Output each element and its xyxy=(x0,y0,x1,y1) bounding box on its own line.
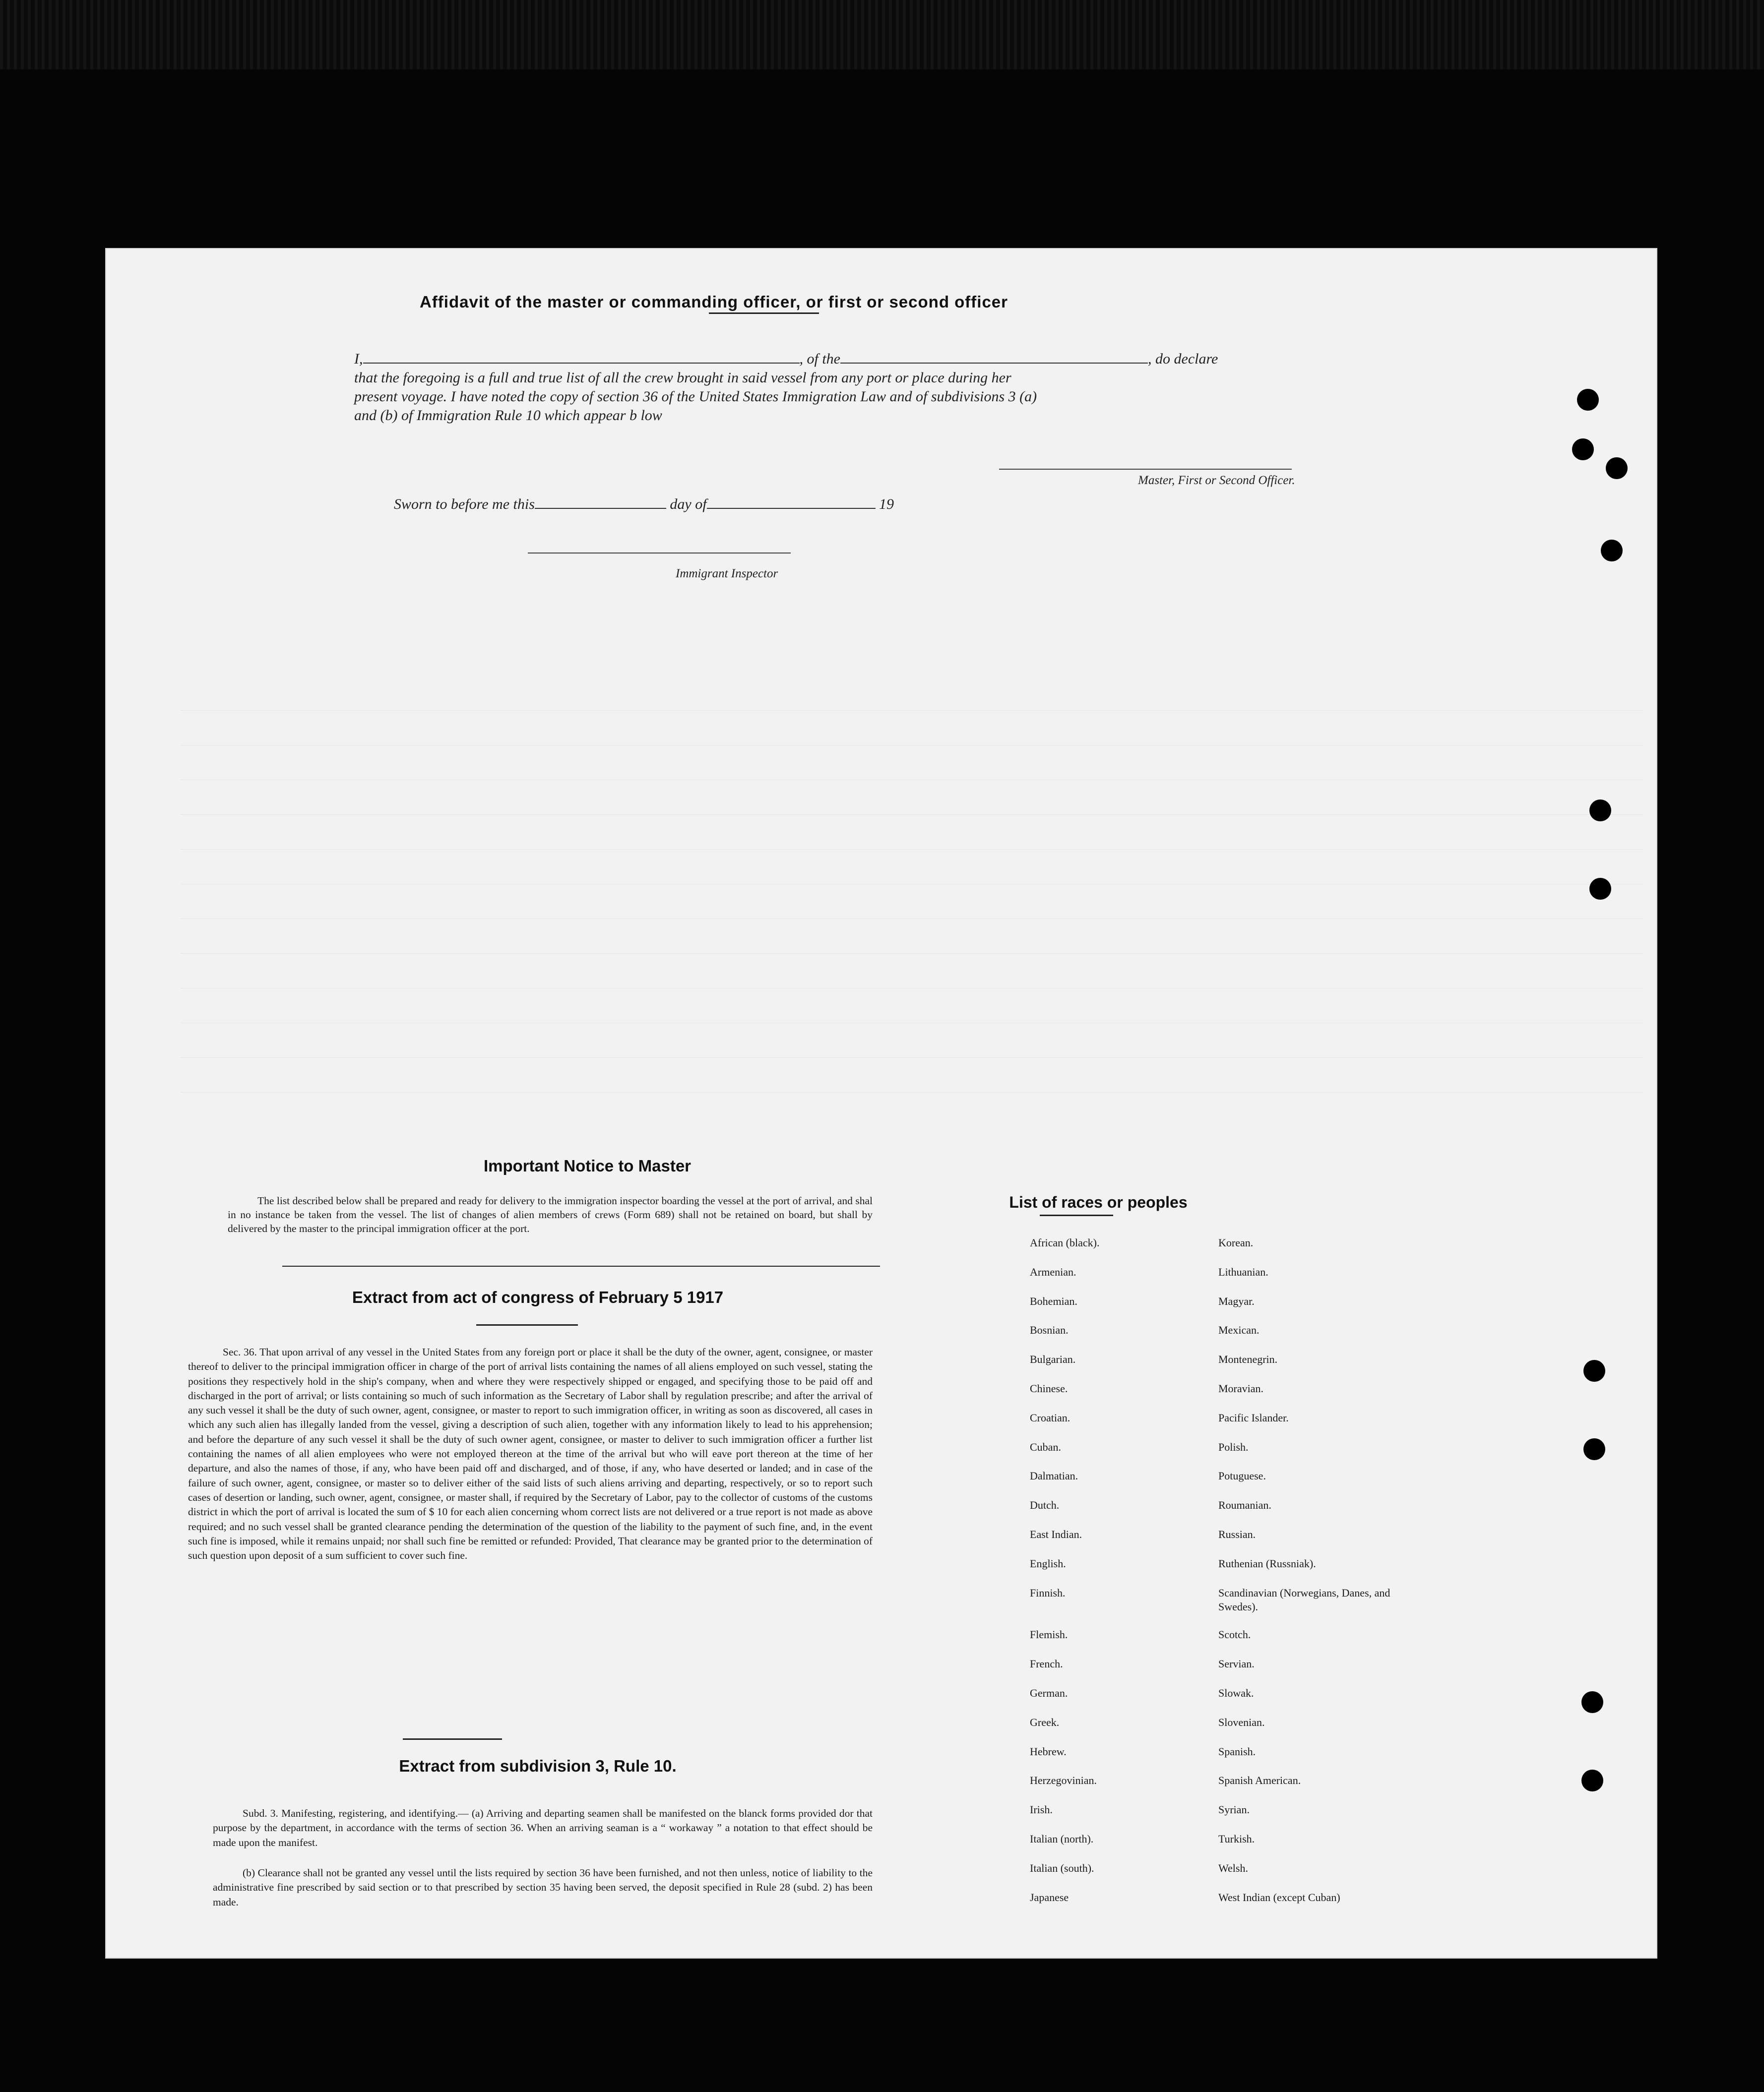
punch-hole xyxy=(1583,1360,1605,1382)
race-item: Italian (north). xyxy=(1030,1833,1094,1845)
film-top-band xyxy=(0,0,1764,69)
race-item: Scotch. xyxy=(1218,1628,1251,1641)
act-extract-title: Extract from act of congress of February 5 1917 xyxy=(352,1288,724,1306)
bleed-through-row xyxy=(181,795,1644,815)
bleed-through-row xyxy=(181,690,1644,711)
bleed-through-row xyxy=(181,1038,1644,1058)
declaration-line-4: and (b) of Immigration Rule 10 which appear b low xyxy=(354,407,662,424)
races-title-underline xyxy=(1040,1215,1113,1216)
punch-hole xyxy=(1589,800,1611,821)
rule-subdivision-a: Subd. 3. Manifesting, registering, and identifying.— (a) Arriving and departing seamen shall be manifested on the blanck forms provided dor that purpose by the department, in accordance with the terms of section 36. When an arriving seaman is a “ workaway ” a notation to that effect should be made upon the manifest. xyxy=(213,1807,873,1848)
race-item: Polish. xyxy=(1218,1441,1249,1453)
declaration-i: I, xyxy=(354,351,363,367)
race-item: Ruthenian (Russniak). xyxy=(1218,1557,1316,1570)
inspector-signature-line[interactable] xyxy=(528,553,791,554)
race-item: Magyar. xyxy=(1218,1295,1255,1307)
punch-hole xyxy=(1583,1438,1605,1460)
divider xyxy=(403,1738,502,1740)
race-item: Dutch. xyxy=(1030,1499,1060,1511)
sworn-day-of: day of xyxy=(670,496,707,512)
race-item: Montenegrin. xyxy=(1218,1353,1278,1365)
race-item: Russian. xyxy=(1218,1528,1256,1540)
race-item: Italian (south). xyxy=(1030,1862,1094,1874)
sworn-year: 19 xyxy=(879,496,894,512)
punch-hole xyxy=(1581,1770,1603,1791)
section-36-text: Sec. 36. That upon arrival of any vessel in the United States from any foreign port or place it shall be the duty of the owner, agent, consignee, or master thereof to deliver to the principal immigration officer in charge of the port of arrival lists containing the names of all aliens employed on such vessel, stating the positions they respectively hold in the ship's company, when and where they were respectively shipped or engaged, and specifying those to be paid off and discharged in the port of arrival; or lists containing so much of such information as the Secretary of Labor shall by regulation prescribe; and after the arrival of any such vessel it shall be the duty of such owner, agent, consignee, or master to report to such immigration officer, in writing as soon as discovered, all cases in which any such alien has illegally landed from the vessel, giving a description of such alien, together with any information likely to lead to his apprehension; and before the departure of any such vessel it shall be the duty of such owner agent, consignee, or master to deliver to such immigration officer a further list containing the names of all alien employees who were not employed thereon at the time of the arrival but who will eave port thereon at the time of her departure, and also the names of those, if any, who have been paid off and discharged, and of those, if any, who have deserted or landed; and in case of the failure of such owner, agent, consignee, or master so to deliver either of the said lists of such aliens arriving and departing, respectively, or so to report such cases of desertion or landing, such owner, agent, consignee, or master shall, if required by the Secretary of Labor, pay to the collector of customs of the customs district in which the port of arrival is located the sum of $ 10 for each alien concerning whom correct lists are not delivered or a true report is not made as above required; and no such vessel shall be granted clearance pending the determination of the question of the liability to the payment of such fine, and, in the event such fine is imposed, while it remains unpaid; nor shall such fine be remitted or refunded: Provided, That clearance may be granted prior to the determination of such question upon deposit of a sum sufficient to cover such fine. xyxy=(188,1346,873,1562)
affidavit-title: Affidavit of the master or commanding officer, or first or second officer xyxy=(419,293,1008,311)
form-page xyxy=(106,249,1656,1958)
punch-hole xyxy=(1577,389,1599,411)
race-item: Finnish. xyxy=(1030,1587,1066,1599)
race-item: Flemish. xyxy=(1030,1628,1068,1641)
bleed-through-row xyxy=(181,1072,1644,1093)
punch-hole xyxy=(1581,1691,1603,1713)
sworn-text: Sworn to before me this xyxy=(394,496,535,512)
bleed-through-row xyxy=(181,968,1644,988)
race-item: African (black). xyxy=(1030,1236,1100,1249)
vessel-blank[interactable] xyxy=(840,363,1148,364)
rule-extract-title: Extract from subdivision 3, Rule 10. xyxy=(399,1757,677,1775)
declaration-of-the: , of the xyxy=(799,351,840,367)
race-item: Moravian. xyxy=(1218,1382,1264,1395)
race-item: Slowak. xyxy=(1218,1687,1254,1699)
act-title-underline xyxy=(476,1324,578,1326)
race-item: East Indian. xyxy=(1030,1528,1082,1540)
race-item: Japanese xyxy=(1030,1891,1069,1904)
race-item: Pacific Islander. xyxy=(1218,1412,1289,1424)
race-item: Spanish American. xyxy=(1218,1774,1301,1786)
race-item: Hebrew. xyxy=(1030,1745,1067,1758)
race-item: Croatian. xyxy=(1030,1412,1071,1424)
bleed-through-row xyxy=(181,864,1644,884)
race-item: Cuban. xyxy=(1030,1441,1061,1453)
notice-title: Important Notice to Master xyxy=(483,1157,692,1175)
race-item: Scandinavian (Norwegians, Danes, and Swedes). xyxy=(1218,1587,1390,1613)
punch-hole xyxy=(1572,438,1594,460)
race-item: Spanish. xyxy=(1218,1745,1256,1758)
declaration-line-2: that the foregoing is a full and true list of all the crew brought in said vessel from any port or place during her xyxy=(354,369,1011,386)
race-item: Herzegovinian. xyxy=(1030,1774,1097,1786)
master-signature-line[interactable] xyxy=(999,469,1292,470)
punch-hole xyxy=(1589,878,1611,900)
race-item: Chinese. xyxy=(1030,1382,1068,1395)
race-item: Bosnian. xyxy=(1030,1324,1069,1336)
race-item: Bulgarian. xyxy=(1030,1353,1076,1365)
bleed-through-row xyxy=(181,829,1644,850)
declaration-do-declare: , do declare xyxy=(1148,351,1218,367)
divider xyxy=(282,1266,880,1267)
declaration-line-3: present voyage. I have noted the copy of section 36 of the United States Immigration Law and of subdivisions 3 (a) xyxy=(354,388,1037,405)
race-item: Korean. xyxy=(1218,1236,1254,1249)
sworn-month-blank[interactable] xyxy=(707,508,876,509)
bleed-through-row xyxy=(181,725,1644,745)
race-item: Greek. xyxy=(1030,1716,1060,1728)
master-label: Master, First or Second Officer. xyxy=(1138,474,1295,487)
race-item: Roumanian. xyxy=(1218,1499,1271,1511)
race-item: West Indian (except Cuban) xyxy=(1218,1891,1340,1904)
name-blank[interactable] xyxy=(363,363,800,364)
race-item: English. xyxy=(1030,1557,1066,1570)
sworn-line xyxy=(394,496,894,513)
bleed-through-row xyxy=(181,899,1644,919)
race-item: Welsh. xyxy=(1218,1862,1248,1874)
race-item: Irish. xyxy=(1030,1803,1053,1816)
race-item: Dalmatian. xyxy=(1030,1470,1078,1482)
race-item: Servian. xyxy=(1218,1658,1255,1670)
race-item: Turkish. xyxy=(1218,1833,1255,1845)
race-item: Slovenian. xyxy=(1218,1716,1265,1728)
races-title: List of races or peoples xyxy=(1009,1193,1188,1211)
race-item: Syrian. xyxy=(1218,1803,1250,1816)
rule-subdivision-b: (b) Clearance shall not be granted any vessel until the lists required by section 36 have been furnished, and not then unless, notice of liability to the administrative fine prescribed by said section or to that prescribed by section 35 having been served, the deposit specified in Rule 28 (subd. 2) has been made. xyxy=(213,1867,873,1908)
declaration-line-1 xyxy=(354,351,1218,368)
title-underline xyxy=(709,312,819,314)
punch-hole xyxy=(1606,457,1628,479)
race-item: Lithuanian. xyxy=(1218,1266,1268,1278)
inspector-label: Immigrant Inspector xyxy=(676,567,778,580)
punch-hole xyxy=(1601,540,1623,561)
race-item: Bohemian. xyxy=(1030,1295,1077,1307)
race-item: Armenian. xyxy=(1030,1266,1076,1278)
notice-body: The list described below shall be prepared and ready for delivery to the immigration inspector boarding the vessel at the port of arrival, and shal in no instance be taken from the vessel. The list of changes of alien members of crews (Form 689) shall not be retained on board, but shall by delivered by the master to the principal immigration officer at the port. xyxy=(228,1195,873,1234)
sworn-day-blank[interactable] xyxy=(535,508,666,509)
bleed-through-row xyxy=(181,760,1644,780)
race-item: French. xyxy=(1030,1658,1063,1670)
race-item: Mexican. xyxy=(1218,1324,1260,1336)
race-item: Potuguese. xyxy=(1218,1470,1266,1482)
bleed-through-row xyxy=(181,1003,1644,1023)
bleed-through-row xyxy=(181,933,1644,954)
race-item: German. xyxy=(1030,1687,1068,1699)
